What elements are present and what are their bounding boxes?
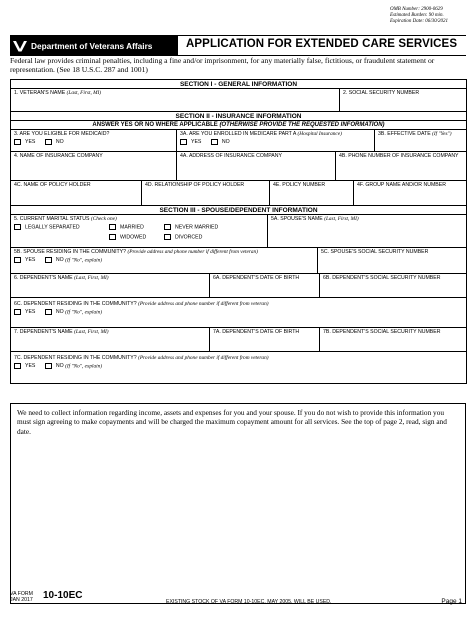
veteran-name-field[interactable] — [11, 89, 339, 111]
medicaid-yes-label: YES — [25, 139, 36, 146]
answer-note — [11, 121, 467, 130]
spouse-ssn-field[interactable] — [317, 248, 466, 273]
va-form-label: VA FORM — [10, 591, 33, 597]
answer-note-italic: (OTHERWISE PROVIDE THE REQUESTED INFORMATION) — [219, 122, 385, 128]
row-marital — [11, 215, 467, 248]
marital-status-label: 5. CURRENT MARITAL STATUS — [14, 216, 90, 222]
never-married-checkbox[interactable] — [164, 224, 171, 230]
spouse-residing-no-label: NO — [55, 257, 64, 264]
omb-burden: Estimated Burden: 90 min. — [390, 13, 444, 19]
dependent-6-name-hint: (Last, First, MI) — [74, 275, 109, 281]
omb-info — [390, 7, 460, 26]
spouse-name-field[interactable] — [267, 215, 466, 247]
form-title: APPLICATION FOR EXTENDED CARE SERVICES — [186, 38, 458, 50]
veteran-name-hint: (Last, First, MI) — [66, 90, 102, 96]
medicaid-no-checkbox[interactable] — [45, 139, 52, 145]
dependent-7-name-hint: (Last, First, MI) — [74, 329, 109, 335]
dependent-7-ssn-label: 7B. DEPENDENT'S SOCIAL SECURITY NUMBER — [323, 329, 441, 335]
row-dependent-6 — [11, 274, 467, 298]
insurance-address-field[interactable] — [176, 152, 335, 180]
dependent-7-dob-label: 7A. DEPENDENT'S DATE OF BIRTH — [213, 329, 300, 335]
penalty-statement: Federal law provides criminal penalties, including a fine and/or imprisonment, for any materially false, fictitious, or fraudulent statement or representation. (See 18 U.S.C. 287 and 1001) — [10, 56, 435, 75]
financial-notice-text: We need to collect information regarding income, assets and expenses for you and your spouse. If you do not wish to provide this information you must sign agreeing to make copayments and will be charged the maximum copayment amount for all services. See the top of page 2, read, sign and date. — [17, 408, 447, 436]
spouse-residing-no-checkbox[interactable] — [45, 257, 52, 263]
group-label: 4F. GROUP NAME AND/OR NUMBER — [357, 182, 446, 188]
dependent-7-yes-label: YES — [25, 363, 36, 370]
dependent-6-name-label: 6. DEPENDENT'S NAME — [14, 275, 73, 281]
dependent-7-name-label: 7. DEPENDENT'S NAME — [14, 329, 73, 335]
medicaid-no-label: NO — [55, 139, 64, 146]
dependent-6-residing-hint: (Provide address and phone number if different from veteran) — [138, 301, 269, 307]
effective-date-label: 3B. EFFECTIVE DATE — [378, 131, 431, 137]
veteran-name-label: 1. VETERAN'S NAME — [14, 90, 66, 96]
row-spouse-residing — [11, 248, 467, 274]
dependent-6-no-hint: (If "No", explain) — [65, 309, 103, 316]
dependent-6-yes-label: YES — [25, 309, 36, 316]
omb-expiration: Expiration Date: 06/30/2021 — [390, 19, 449, 25]
medicare-hint: (Hospital Insurance) — [297, 131, 342, 137]
spouse-name-label: 5A. SPOUSE'S NAME — [271, 216, 323, 222]
spouse-residing-label: 5B. SPOUSE RESIDING IN THE COMMUNITY? — [14, 249, 127, 255]
dependent-6-dob-label: 6A. DEPENDENT'S DATE OF BIRTH — [213, 275, 300, 281]
spouse-residing-field — [11, 248, 317, 273]
medicaid-yes-checkbox[interactable] — [14, 139, 21, 145]
group-field[interactable] — [353, 181, 466, 205]
relationship-label: 4D. RELATIONSHIP OF POLICY HOLDER — [145, 182, 245, 188]
policy-holder-field[interactable] — [11, 181, 141, 205]
dependent-6-residing-label: 6C. DEPENDENT RESIDING IN THE COMMUNITY? — [14, 301, 137, 307]
ssn-field[interactable] — [339, 89, 466, 111]
section-1-header: SECTION I - GENERAL INFORMATION — [11, 80, 467, 89]
omb-number: OMB Number: 2900-0629 — [390, 7, 443, 12]
row-medicaid — [11, 130, 467, 152]
medicare-no-checkbox[interactable] — [211, 139, 218, 145]
form-date: JAN 2017 — [10, 597, 33, 603]
relationship-field[interactable] — [141, 181, 269, 205]
agency-banner — [10, 36, 178, 55]
dependent-7-ssn-field[interactable] — [319, 328, 466, 351]
legally-separated-checkbox[interactable] — [14, 224, 21, 230]
policy-number-label: 4E. POLICY NUMBER — [273, 182, 326, 188]
medicare-field — [176, 130, 374, 151]
dependent-7-no-checkbox[interactable] — [45, 363, 52, 369]
policy-holder-label: 4C. NAME OF POLICY HOLDER — [14, 182, 91, 188]
dependent-7-dob-field[interactable] — [209, 328, 319, 351]
medicare-label: 3A. ARE YOU ENROLLED IN MEDICARE PART A — [180, 131, 297, 137]
dependent-7-residing-label: 7C. DEPENDENT RESIDING IN THE COMMUNITY? — [14, 355, 137, 361]
married-label: MARRIED — [120, 224, 144, 231]
row-insurance-company — [11, 152, 467, 181]
dependent-7-residing-hint: (Provide address and phone number if different from veteran) — [138, 355, 269, 361]
effective-date-field[interactable] — [374, 130, 466, 151]
insurance-name-label: 4. NAME OF INSURANCE COMPANY — [14, 153, 103, 159]
insurance-phone-label: 4B. PHONE NUMBER OF INSURANCE COMPANY — [339, 153, 459, 159]
medicaid-label: 3. ARE YOU ELIGIBLE FOR MEDICAID? — [14, 131, 110, 137]
dependent-6-name-field[interactable] — [11, 274, 209, 297]
medicare-yes-label: YES — [191, 139, 202, 146]
dependent-6-yes-checkbox[interactable] — [14, 309, 21, 315]
insurance-phone-field[interactable] — [335, 152, 466, 180]
dependent-6-no-checkbox[interactable] — [45, 309, 52, 315]
medicare-yes-checkbox[interactable] — [180, 139, 187, 145]
financial-notice-box — [10, 403, 466, 604]
section-2-header: SECTION II - INSURANCE INFORMATION — [11, 112, 467, 121]
widowed-label: WIDOWED — [120, 234, 147, 241]
spouse-ssn-label: 5C. SPOUSE'S SOCIAL SECURITY NUMBER — [321, 249, 429, 255]
spouse-residing-hint: (Provide address and phone number if different from veteran) — [127, 249, 258, 255]
policy-number-field[interactable] — [269, 181, 353, 205]
never-married-label: NEVER MARRIED — [175, 224, 219, 231]
insurance-name-field[interactable] — [11, 152, 176, 180]
dependent-6-dob-field[interactable] — [209, 274, 319, 297]
divorced-checkbox[interactable] — [164, 234, 171, 240]
answer-note-text: ANSWER YES OR NO WHERE APPLICABLE — [92, 122, 218, 128]
row-dependent-7-residing — [11, 352, 467, 384]
dependent-7-no-hint: (If "No", explain) — [65, 363, 103, 370]
va-seal-icon — [13, 39, 27, 53]
row-veteran — [11, 89, 467, 112]
legally-separated-label: LEGALLY SEPARATED — [25, 224, 80, 231]
form-number: 10-10EC — [43, 590, 83, 601]
form-footer — [10, 587, 466, 617]
dependent-7-name-field[interactable] — [11, 328, 209, 351]
medicare-no-label: NO — [221, 139, 230, 146]
widowed-checkbox[interactable] — [109, 234, 116, 240]
dependent-6-no-label: NO — [55, 309, 64, 316]
section-3-header: SECTION III - SPOUSE/DEPENDENT INFORMATION — [11, 206, 467, 215]
stock-notice: EXISTING STOCK OF VA FORM 10-10EC, MAY 2005, WILL BE USED. — [166, 599, 332, 605]
medicaid-field — [11, 130, 176, 151]
divorced-label: DIVORCED — [175, 234, 203, 241]
spouse-residing-no-hint: (If "No", explain) — [65, 257, 103, 264]
dependent-6-residing-field — [11, 298, 466, 327]
insurance-address-label: 4A. ADDRESS OF INSURANCE COMPANY — [180, 153, 282, 159]
effective-date-hint: (If "Yes") — [432, 131, 452, 137]
dependent-6-ssn-label: 6B. DEPENDENT'S SOCIAL SECURITY NUMBER — [323, 275, 441, 281]
spouse-residing-yes-label: YES — [25, 257, 36, 264]
marital-status-field — [11, 215, 267, 247]
form-body — [10, 79, 467, 384]
form-edition — [10, 591, 33, 603]
marital-status-hint: (Check one) — [90, 216, 117, 222]
ssn-label: 2. SOCIAL SECURITY NUMBER — [343, 90, 420, 96]
row-dependent-7 — [11, 328, 467, 352]
form-header — [10, 35, 466, 56]
spouse-residing-yes-checkbox[interactable] — [14, 257, 21, 263]
row-dependent-6-residing — [11, 298, 467, 328]
page-number: Page 1 — [441, 598, 462, 605]
dependent-7-no-label: NO — [55, 363, 64, 370]
dependent-6-ssn-field[interactable] — [319, 274, 466, 297]
dependent-7-yes-checkbox[interactable] — [14, 363, 21, 369]
agency-name: Department of Veterans Affairs — [31, 40, 153, 51]
row-policy — [11, 181, 467, 206]
dependent-7-residing-field — [11, 352, 466, 383]
married-checkbox[interactable] — [109, 224, 116, 230]
spouse-name-hint: (Last, First, MI) — [324, 216, 359, 222]
